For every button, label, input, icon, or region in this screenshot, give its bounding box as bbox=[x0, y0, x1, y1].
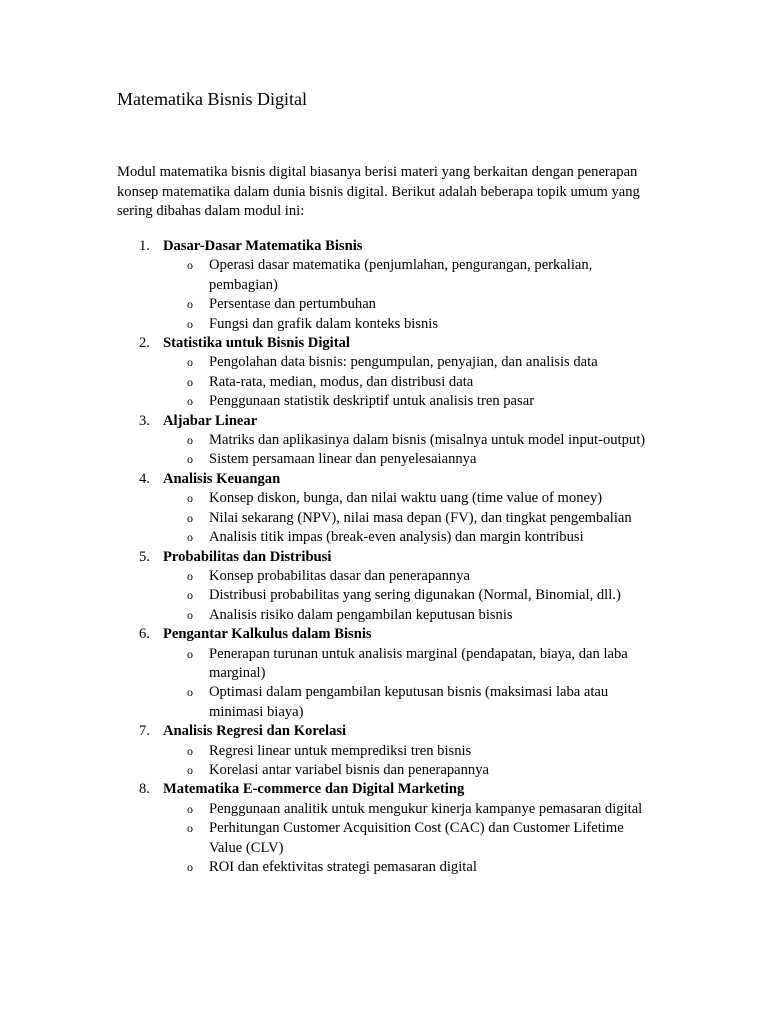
hollow-bullet-icon: o bbox=[187, 568, 193, 583]
subtopic-list bbox=[163, 256, 677, 334]
topic-number: 4. bbox=[139, 470, 150, 487]
subtopic-item bbox=[163, 392, 649, 411]
hollow-bullet-icon: o bbox=[187, 685, 193, 700]
topic-number: 2. bbox=[139, 335, 150, 352]
subtopic-item bbox=[163, 509, 649, 528]
subtopic-list bbox=[163, 742, 677, 781]
hollow-bullet-icon: o bbox=[187, 394, 193, 409]
topic-number: 5. bbox=[139, 548, 150, 565]
hollow-bullet-icon: o bbox=[187, 530, 193, 545]
subtopic-item bbox=[163, 315, 649, 334]
subtopic-item bbox=[163, 256, 649, 295]
intro-paragraph: Modul matematika bisnis digital biasanya berisi materi yang berkaitan dengan penerapan konsep matematika dalam dunia bisnis digital. Berikut adalah beberapa topik umum yang sering dibahas dalam modul ini: bbox=[117, 164, 640, 219]
subtopic-text: Konsep diskon, bunga, dan nilai waktu uang (time value of money) bbox=[209, 490, 603, 507]
subtopic-text: Fungsi dan grafik dalam konteks bisnis bbox=[209, 315, 439, 332]
topic-item bbox=[117, 334, 677, 412]
subtopic-text: Penggunaan analitik untuk mengukur kinerja kampanye pemasaran digital bbox=[209, 800, 643, 817]
hollow-bullet-icon: o bbox=[187, 433, 193, 448]
subtopic-text: Persentase dan pertumbuhan bbox=[209, 296, 376, 313]
subtopic-item bbox=[163, 528, 649, 547]
topic-item bbox=[117, 470, 677, 548]
topic-number: 6. bbox=[139, 626, 150, 643]
hollow-bullet-icon: o bbox=[187, 607, 193, 622]
topic-number: 3. bbox=[139, 412, 150, 429]
subtopic-text: Operasi dasar matematika (penjumlahan, pengurangan, perkalian, pembagian) bbox=[209, 257, 593, 293]
topic-item bbox=[117, 780, 677, 877]
subtopic-text: Konsep probabilitas dasar dan penerapannya bbox=[209, 567, 470, 584]
subtopic-text: Regresi linear untuk memprediksi tren bisnis bbox=[209, 742, 472, 759]
topic-item bbox=[117, 237, 677, 334]
subtopic-item bbox=[163, 431, 649, 450]
hollow-bullet-icon: o bbox=[187, 452, 193, 467]
hollow-bullet-icon: o bbox=[187, 510, 193, 525]
subtopic-text: Distribusi probabilitas yang sering digunakan (Normal, Binomial, dll.) bbox=[209, 587, 621, 604]
subtopic-item bbox=[163, 567, 649, 586]
subtopic-text: Korelasi antar variabel bisnis dan penerapannya bbox=[209, 761, 490, 778]
topic-list bbox=[117, 237, 677, 877]
subtopic-text: Optimasi dalam pengambilan keputusan bisnis (maksimasi laba atau minimasi biaya) bbox=[209, 684, 609, 720]
topic-title: Analisis Regresi dan Korelasi bbox=[163, 723, 347, 740]
topic-title: Statistika untuk Bisnis Digital bbox=[163, 335, 350, 352]
subtopic-item bbox=[163, 683, 649, 722]
hollow-bullet-icon: o bbox=[187, 646, 193, 661]
subtopic-list bbox=[163, 800, 677, 878]
subtopic-item bbox=[163, 606, 649, 625]
subtopic-item bbox=[163, 819, 649, 858]
subtopic-text: Nilai sekarang (NPV), nilai masa depan (FV), dan tingkat pengembalian bbox=[209, 509, 632, 526]
hollow-bullet-icon: o bbox=[187, 374, 193, 389]
hollow-bullet-icon: o bbox=[187, 316, 193, 331]
hollow-bullet-icon: o bbox=[187, 588, 193, 603]
hollow-bullet-icon: o bbox=[187, 821, 193, 836]
subtopic-text: Analisis risiko dalam pengambilan keputusan bisnis bbox=[209, 606, 513, 623]
subtopic-list bbox=[163, 431, 677, 470]
topic-item bbox=[117, 722, 677, 780]
subtopic-item bbox=[163, 586, 649, 605]
topic-number: 7. bbox=[139, 723, 150, 740]
subtopic-item bbox=[163, 858, 649, 877]
subtopic-item bbox=[163, 489, 649, 508]
hollow-bullet-icon: o bbox=[187, 743, 193, 758]
subtopic-text: Rata-rata, median, modus, dan distribusi data bbox=[209, 373, 474, 390]
hollow-bullet-icon: o bbox=[187, 491, 193, 506]
subtopic-text: Perhitungan Customer Acquisition Cost (CAC) dan Customer Lifetime Value (CLV) bbox=[209, 820, 624, 856]
subtopic-item bbox=[163, 450, 649, 469]
topic-title: Pengantar Kalkulus dalam Bisnis bbox=[163, 626, 372, 643]
subtopic-text: Sistem persamaan linear dan penyelesaiannya bbox=[209, 451, 477, 468]
subtopic-list bbox=[163, 645, 677, 723]
hollow-bullet-icon: o bbox=[187, 801, 193, 816]
topic-item bbox=[117, 548, 677, 626]
subtopic-list bbox=[163, 489, 677, 547]
document-title: Matematika Bisnis Digital bbox=[117, 89, 307, 109]
subtopic-item bbox=[163, 373, 649, 392]
hollow-bullet-icon: o bbox=[187, 355, 193, 370]
topic-title: Analisis Keuangan bbox=[163, 470, 281, 487]
topic-title: Matematika E-commerce dan Digital Marketing bbox=[163, 781, 465, 798]
subtopic-list bbox=[163, 567, 677, 625]
hollow-bullet-icon: o bbox=[187, 258, 193, 273]
subtopic-item bbox=[163, 742, 649, 761]
subtopic-text: Pengolahan data bisnis: pengumpulan, penyajian, dan analisis data bbox=[209, 354, 598, 371]
hollow-bullet-icon: o bbox=[187, 762, 193, 777]
topic-title: Dasar-Dasar Matematika Bisnis bbox=[163, 238, 363, 254]
subtopic-list bbox=[163, 353, 677, 411]
hollow-bullet-icon: o bbox=[187, 860, 193, 874]
topic-title: Probabilitas dan Distribusi bbox=[163, 548, 332, 565]
subtopic-text: Penggunaan statistik deskriptif untuk analisis tren pasar bbox=[209, 393, 535, 410]
topic-item bbox=[117, 412, 677, 470]
topic-item bbox=[117, 625, 677, 722]
subtopic-item bbox=[163, 645, 649, 684]
topic-number: 8. bbox=[139, 781, 150, 798]
hollow-bullet-icon: o bbox=[187, 297, 193, 312]
subtopic-text: Analisis titik impas (break-even analysis) dan margin kontribusi bbox=[209, 529, 584, 546]
subtopic-item bbox=[163, 761, 649, 780]
subtopic-item bbox=[163, 353, 649, 372]
subtopic-text: ROI dan efektivitas strategi pemasaran digital bbox=[209, 859, 477, 875]
subtopic-text: Matriks dan aplikasinya dalam bisnis (misalnya untuk model input-output) bbox=[209, 432, 646, 449]
subtopic-item bbox=[163, 800, 649, 819]
subtopic-item bbox=[163, 295, 649, 314]
topic-title: Aljabar Linear bbox=[163, 412, 258, 429]
topic-number: 1. bbox=[139, 238, 150, 254]
subtopic-text: Penerapan turunan untuk analisis marginal (pendapatan, biaya, dan laba marginal) bbox=[209, 645, 628, 681]
